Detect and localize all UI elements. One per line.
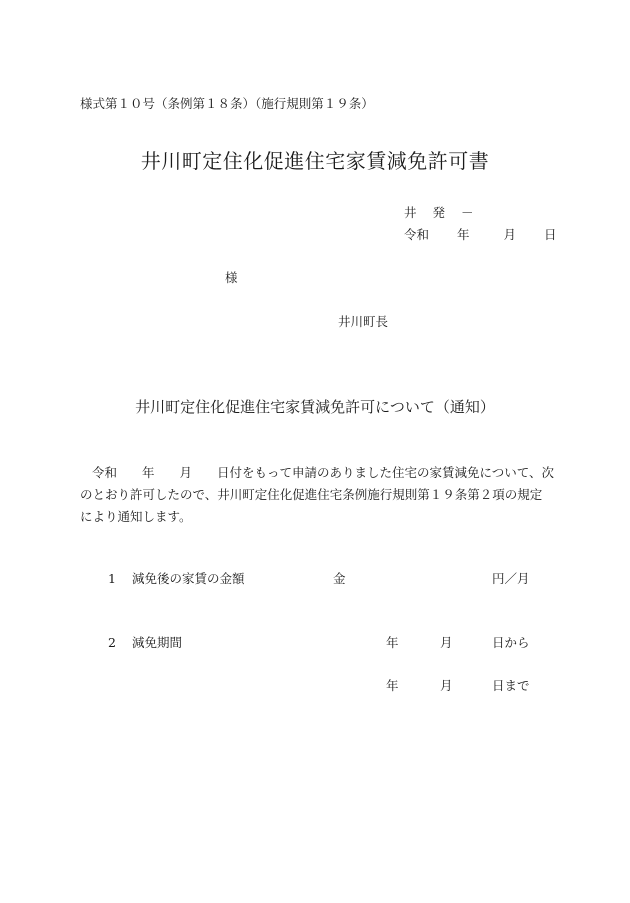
item-2-to-suffix: 日まで — [492, 678, 530, 693]
item-2-from-month: 月 — [440, 635, 453, 650]
issue-date — [404, 229, 557, 242]
addressee-suffix: 様 — [225, 270, 238, 285]
item-2-label: 減免期間 — [132, 635, 183, 650]
item-2-from-suffix: 日から — [492, 635, 530, 650]
item-1-prefix: 金 — [333, 571, 346, 586]
item-1-unit: 円／月 — [492, 571, 530, 586]
item-2-number: 2 — [108, 635, 116, 650]
subject-heading: 井川町定住化促進住宅家賃減免許可について（通知） — [135, 398, 495, 416]
body-paragraph: 令和 年 月 日付をもって申請のありました住宅の家賃減免について、次のとおり許可したので、井川町定住化促進住宅条例施行規則第１９条第２項の規定により通知します。 — [80, 465, 555, 524]
issue-month: 月 — [503, 227, 517, 242]
item-2-to-year: 年 — [386, 678, 399, 693]
item-1-label: 減免後の家賃の金額 — [132, 571, 245, 586]
issue-year: 年 — [457, 227, 470, 242]
document-title: 井川町定住化促進住宅家賃減免許可書 — [140, 149, 490, 173]
issue-day: 日 — [544, 227, 557, 242]
item-2-to-month: 月 — [440, 678, 453, 693]
issuer-name: 井川町長 — [338, 314, 389, 329]
issue-era: 令和 — [404, 227, 430, 242]
form-reference: 様式第１０号（条例第１８条）（施行規則第１９条） — [80, 96, 374, 111]
item-1-number: 1 — [108, 571, 116, 586]
item-2-from-year: 年 — [386, 635, 399, 650]
issue-number: 井 発 － — [404, 205, 474, 220]
